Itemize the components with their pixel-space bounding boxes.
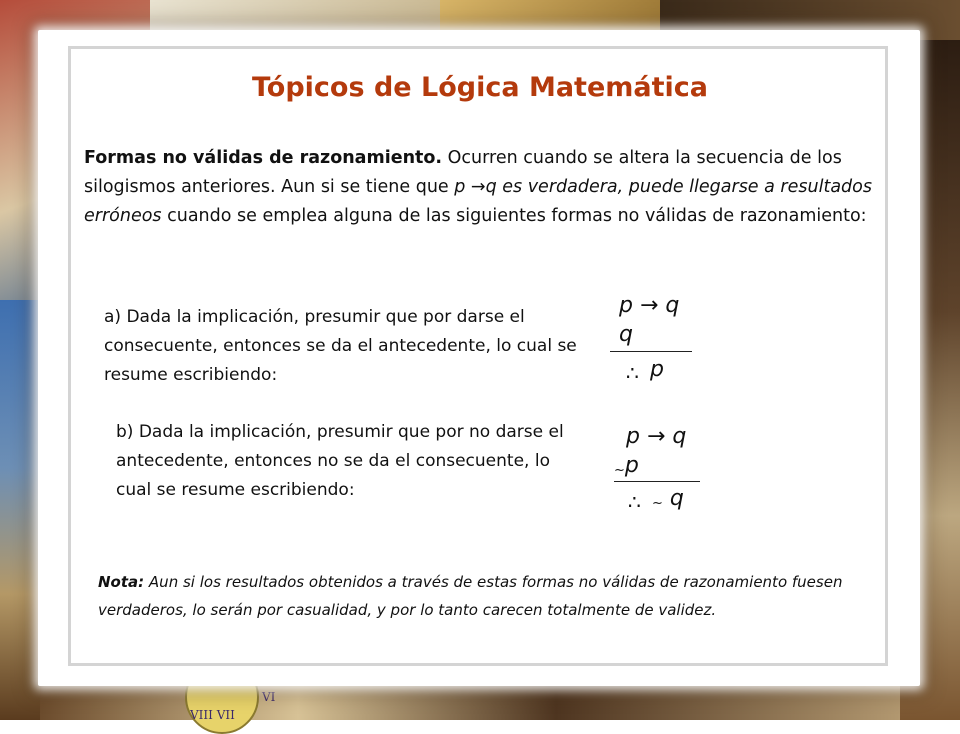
case-a-conclusion: p — [650, 357, 664, 382]
intro-paragraph — [84, 144, 890, 231]
roman-numeral-decoration: VI — [262, 690, 276, 704]
case-b-inference-line — [614, 481, 700, 482]
negation-symbol: ~ — [614, 463, 625, 478]
collage-image-left — [0, 300, 40, 720]
case-a-premise-2: q — [619, 322, 633, 347]
case-b-therefore-symbol: ∴ — [628, 490, 641, 514]
intro-italic: p →q es verdadera, puede llegarse a resultados erróneos — [84, 177, 872, 226]
case-a-text: a) Dada la implicación, presumir que por darse el consecuente, entonces se da el antecedente, lo cual se resume escribiendo: — [104, 307, 577, 385]
roman-numeral-decoration: VIII VII — [190, 708, 235, 722]
note-label: Nota: — [98, 573, 145, 591]
case-b-conclusion-var: q — [669, 486, 684, 511]
case-b-conclusion — [652, 486, 684, 511]
collage-image-bottom — [40, 680, 900, 720]
note-paragraph — [98, 568, 888, 624]
case-a-therefore-symbol: ∴ — [626, 361, 639, 385]
case-b-text: b) Dada la implicación, presumir que por no darse el antecedente, entonces no se da el consecuente, lo cual se resume escribiendo: — [116, 422, 564, 500]
case-a-premise-1: p → q — [619, 293, 680, 318]
case-b-premise-2-var: p — [624, 453, 639, 478]
intro-text-end: cuando se emplea alguna de las siguientes formas no válidas de razonamiento: — [161, 206, 867, 226]
intro-lead: Formas no válidas de razonamiento. — [84, 148, 443, 168]
negation-symbol: ~ — [652, 496, 663, 511]
intro-text: Ocurren cuando se altera la secuencia de los silogismos anteriores. Aun si se tiene que — [84, 148, 842, 197]
case-b-premise-2 — [614, 453, 639, 478]
case-b-premise-1: p → q — [626, 424, 687, 449]
slide-title: Tópicos de Lógica Matemática — [251, 72, 709, 103]
note-text: Aun si los resultados obtenidos a través de estas formas no válidas de razonamiento fuesen verdaderos, lo serán por casualidad, y por lo tanto carecen totalmente de validez. — [98, 573, 843, 619]
case-a-inference-line — [610, 351, 692, 352]
